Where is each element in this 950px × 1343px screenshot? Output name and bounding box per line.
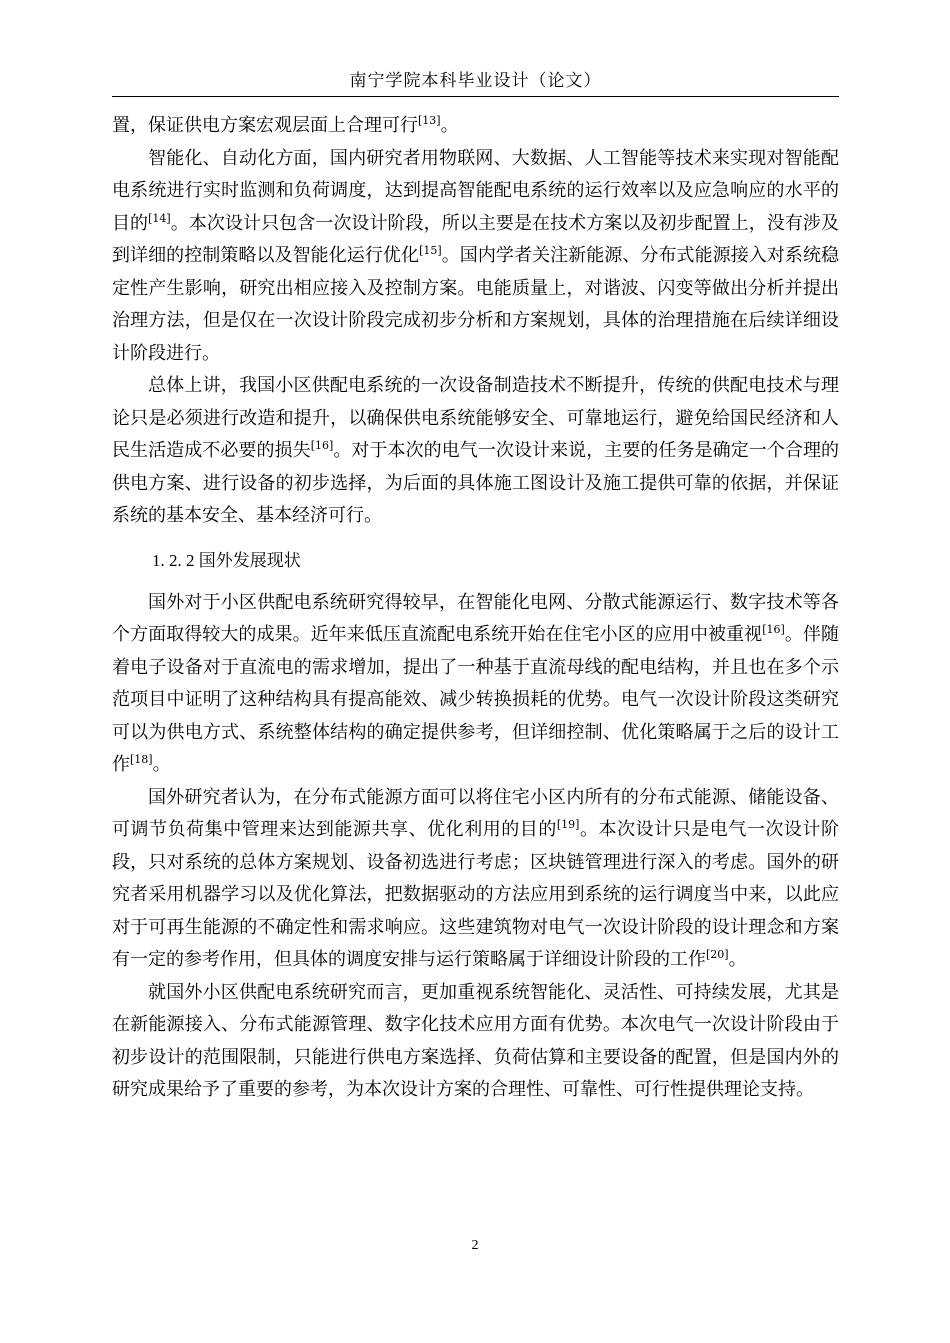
citation-ref: [20]: [706, 948, 729, 961]
header-rule: [112, 96, 839, 97]
paragraph-text: 。对于本次的电气一次设计来说，主要的任务是确定一个合理的供电方案、进行设备的初步选择，为后面的具体施工图设计及施工提供可靠的依据，并保证系统的基本安全、基本经济可行。: [112, 440, 840, 526]
paragraph-text: 。伴随着电子设备对于直流电的需求增加，提出了一种基于直流母线的配电结构，并且也在多个示范项目中证明了这种结构具有提高能效、减少转换损耗的优势。电气一次设计阶段这类研究可以为供电方式、系统整体结构的确定提供参考，但详细控制、优化策略属于之后的设计工作: [112, 624, 839, 775]
paragraph: [112, 782, 839, 977]
paragraph-text: 。: [440, 115, 459, 136]
citation-ref: [13]: [418, 114, 441, 127]
paragraph-text: 就国外小区供配电系统研究而言，更加重视系统智能化、灵活性、可持续发展，尤其是在新能源接入、分布式能源管理、数字化技术应用方面有优势。本次电气一次设计阶段由于初步设计的范围限制，只能进行供电方案选择、负荷估算和主要设备的配置，但是国内外的研究成果给予了重要的参考，为本次设计方案的合理性、可靠性、可行性提供理论支持。: [112, 981, 839, 1100]
running-header: 南宁学院本科毕业设计（论文）: [349, 71, 602, 91]
paragraph: [112, 370, 839, 533]
citation-ref: [15]: [419, 244, 442, 257]
section-heading: 1. 2. 2 国外发展现状: [152, 550, 301, 570]
citation-ref: [16]: [762, 623, 785, 636]
paragraph: [112, 110, 839, 143]
citation-ref: [18]: [130, 753, 153, 766]
body-text: [112, 110, 839, 1107]
paragraph-group-domestic: [112, 110, 839, 533]
paragraph-text: 国外研究者认为，在分布式能源方面可以将住宅小区内所有的分布式能源、储能设备、可调节负荷集中管理来达到能源共享、优化利用的目的: [112, 786, 839, 840]
paragraph-text: 智能化、自动化方面，国内研究者用物联网、大数据、人工智能等技术来实现对智能配电系统进行实时监测和负荷调度，达到提高智能配电系统的运行效率以及应急响应的水平的目的: [112, 147, 839, 234]
paragraph-text: 国外对于小区供配电系统研究得较早，在智能化电网、分散式能源运行、数字技术等各个方面取得较大的成果。近年来低压直流配电系统开始在住宅小区的应用中被重视: [112, 591, 839, 645]
paragraph-group-foreign: [112, 587, 839, 1107]
paragraph-text: 。国内学者关注新能源、分布式能源接入对系统稳定性产生影响，研究出相应接入及控制方案。电能质量上，对谐波、闪变等做出分析并提出治理方法，但是仅在一次设计阶段完成初步分析和方案规划，具体的治理措施在后续详细设计阶段进行。: [112, 245, 840, 364]
paragraph: [112, 143, 839, 371]
paragraph-text: 。: [728, 949, 747, 970]
citation-ref: [14]: [148, 211, 171, 225]
citation-ref: [16]: [310, 439, 334, 452]
citation-ref: [19]: [556, 818, 580, 831]
paragraph-text: 。: [152, 754, 171, 775]
paragraph-text: 。本次设计只包含一次设计阶段，所以主要是在技术方案以及初步配置上，没有涉及到详细的控制策略以及智能化运行优化: [112, 212, 839, 266]
page-number: 2: [471, 1238, 479, 1253]
paragraph: [112, 587, 839, 782]
paragraph-text: 。本次设计只是电气一次设计阶段，只对系统的总体方案规划、设备初选进行考虑；区块链管理进行深入的考虑。国外的研究者采用机器学习以及优化算法，把数据驱动的方法应用到系统的运行调度当中来，以此应对于可再生能源的不确定性和需求响应。这些建筑物对电气一次设计阶段的设计理念和方案有一定的参考作用，但具体的调度安排与运行策略属于详细设计阶段的工作: [112, 819, 840, 970]
paragraph: [112, 977, 839, 1107]
paragraph-text: 总体上讲，我国小区供配电系统的一次设备制造技术不断提升，传统的供配电技术与理论只是必须进行改造和提升，以确保供电系统能够安全、可靠地运行，避免给国民经济和人民生活造成不必要的损失: [112, 375, 839, 461]
paragraph-text: 置，保证供电方案宏观层面上合理可行: [112, 115, 418, 136]
